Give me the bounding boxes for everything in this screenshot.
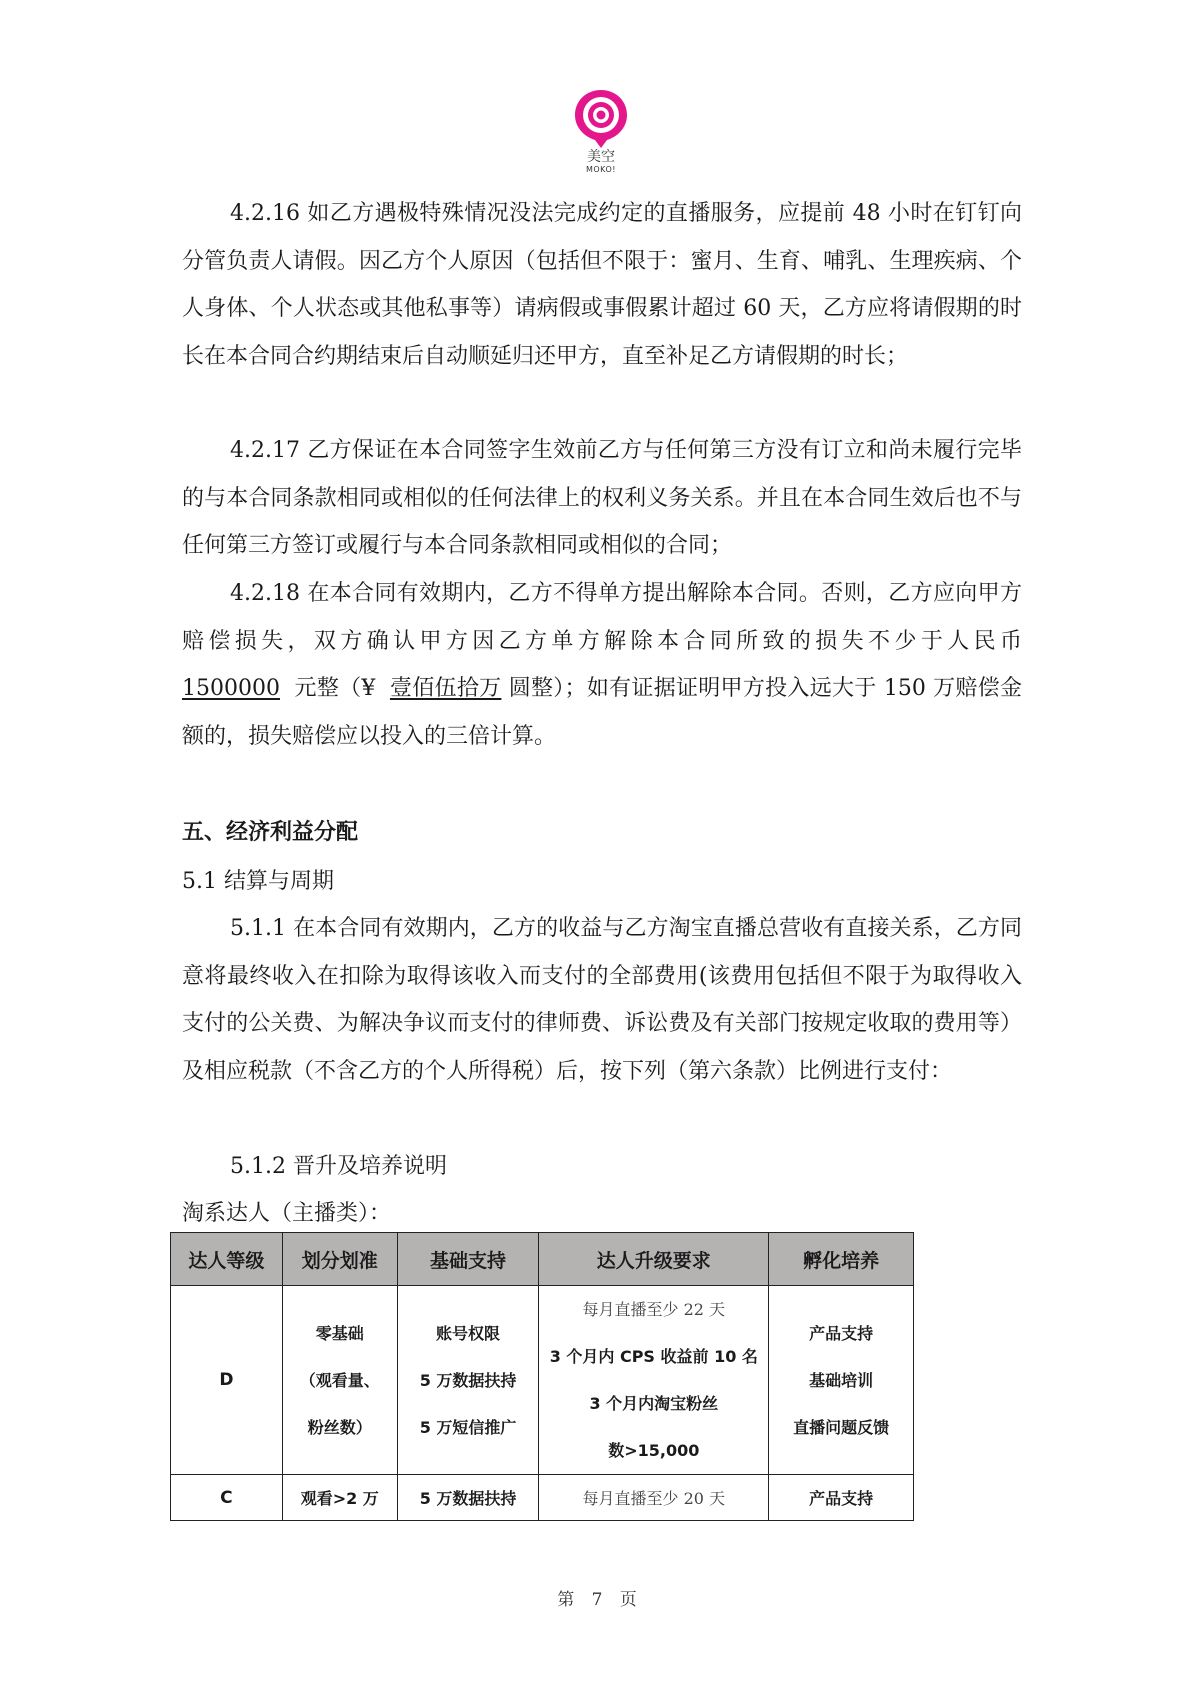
table-header-row	[171, 1233, 914, 1286]
upgrade-line: 每月直播至少 20 天	[582, 1489, 726, 1508]
cell-level: D	[171, 1286, 283, 1475]
criteria-line: 粉丝数）	[307, 1417, 372, 1437]
cell-criteria: 观看>2 万	[282, 1475, 397, 1521]
clause-title: 5.1.2 晋升及培养说明	[230, 1154, 447, 1179]
logo-name-cn: 美空	[587, 149, 615, 165]
support-line: 5 万数据扶持	[419, 1370, 517, 1390]
table-row	[171, 1475, 914, 1521]
upgrade-line: 3 个月内 CPS 收益前 10 名	[549, 1347, 758, 1366]
table-caption-text: 淘系达人（主播类）：	[182, 1201, 392, 1226]
page-number: 第 7 页	[557, 1590, 643, 1610]
cell-incubation: 产品支持	[769, 1475, 914, 1521]
support-line: 账号权限	[436, 1323, 501, 1343]
clause-4-2-16	[182, 190, 1022, 380]
clause-text-part3: 圆整）；如有证据证明甲方投入远大于 150 万赔偿金额的，损失赔偿应以投入的三倍计算。	[182, 676, 1022, 749]
clause-4-2-18	[182, 570, 1022, 760]
section-5	[182, 818, 1022, 848]
subsection-title: 5.1 结算与周期	[182, 869, 334, 894]
cell-support: 5 万数据扶持	[397, 1475, 539, 1521]
cell-support	[397, 1286, 539, 1475]
table-row	[171, 1286, 914, 1475]
compensation-amount: 1500000	[182, 676, 280, 701]
clause-text-part2: 元整（¥	[294, 676, 376, 701]
company-logo	[571, 88, 631, 174]
cell-incubation	[769, 1286, 914, 1475]
cell-level: C	[171, 1475, 283, 1521]
criteria-line: 零基础	[315, 1323, 364, 1343]
cell-upgrade	[539, 1286, 769, 1475]
subsection-5-1	[182, 858, 1022, 906]
clause-5-1-2	[182, 1143, 1022, 1191]
clause-4-2-17	[182, 427, 1022, 570]
upgrade-line: 3 个月内淘宝粉丝	[589, 1394, 719, 1413]
clause-number: 5.1.1	[230, 916, 286, 941]
upgrade-line: 数>15,000	[608, 1441, 700, 1460]
header-criteria: 划分划准	[282, 1233, 397, 1286]
table-caption	[182, 1190, 1022, 1238]
incubation-line: 基础培训	[809, 1370, 874, 1390]
logo-name-en: MOKO!	[585, 165, 616, 174]
incubation-line: 产品支持	[809, 1323, 874, 1343]
compensation-amount-cn: 壹佰伍拾万	[389, 676, 502, 701]
clause-text: 在本合同有效期内，乙方的收益与乙方淘宝直播总营收有直接关系，乙方同意将最终收入在扣除为取得该收入而支付的全部费用(该费用包括但不限于为取得收入支付的公关费、为解决争议而支付的律师费、诉讼费及有关部门按规定收取的费用等）及相应税款（不含乙方的个人所得税）后，按下列（第六条款）比例进行支付：	[182, 916, 1022, 1084]
upgrade-line: 每月直播至少 22 天	[582, 1300, 726, 1319]
target-pin-icon	[573, 88, 629, 150]
support-line: 5 万短信推广	[419, 1417, 517, 1437]
incubation-line: 直播问题反馈	[793, 1417, 890, 1437]
cell-criteria	[282, 1286, 397, 1475]
header-incubation: 孵化培养	[769, 1233, 914, 1286]
clause-text: 乙方保证在本合同签字生效前乙方与任何第三方没有订立和尚未履行完毕的与本合同条款相同或相似的任何法律上的权利义务关系。并且在本合同生效后也不与任何第三方签订或履行与本合同条款相同或相似的合同；	[182, 438, 1022, 558]
header-level: 达人等级	[171, 1233, 283, 1286]
clause-number: 4.2.18	[230, 581, 300, 606]
clause-text: 如乙方遇极特殊情况没法完成约定的直播服务，应提前 48 小时在钉钉向分管负责人请假。因乙方个人原因（包括但不限于：蜜月、生育、哺乳、生理疾病、个人身体、个人状态或其他私事等）请病假或事假累计超过 60 天，乙方应将请假期的时长在本合同合约期结束后自动顺延归还甲方，直至补足乙方请假期的时长；	[182, 201, 1022, 369]
section-heading: 五、经济利益分配	[182, 820, 359, 845]
header-upgrade: 达人升级要求	[539, 1233, 769, 1286]
clause-number: 4.2.17	[230, 438, 300, 463]
cell-upgrade	[539, 1475, 769, 1521]
criteria-line: （观看量、	[299, 1370, 380, 1390]
clause-text-part1: 在本合同有效期内，乙方不得单方提出解除本合同。否则，乙方应向甲方赔偿损失，双方确认甲方因乙方单方解除本合同所致的损失不少于人民币	[182, 581, 1022, 654]
header-support: 基础支持	[397, 1233, 539, 1286]
clause-number: 4.2.16	[230, 201, 300, 226]
clause-5-1-1	[182, 905, 1022, 1095]
influencer-tier-table	[170, 1232, 914, 1521]
